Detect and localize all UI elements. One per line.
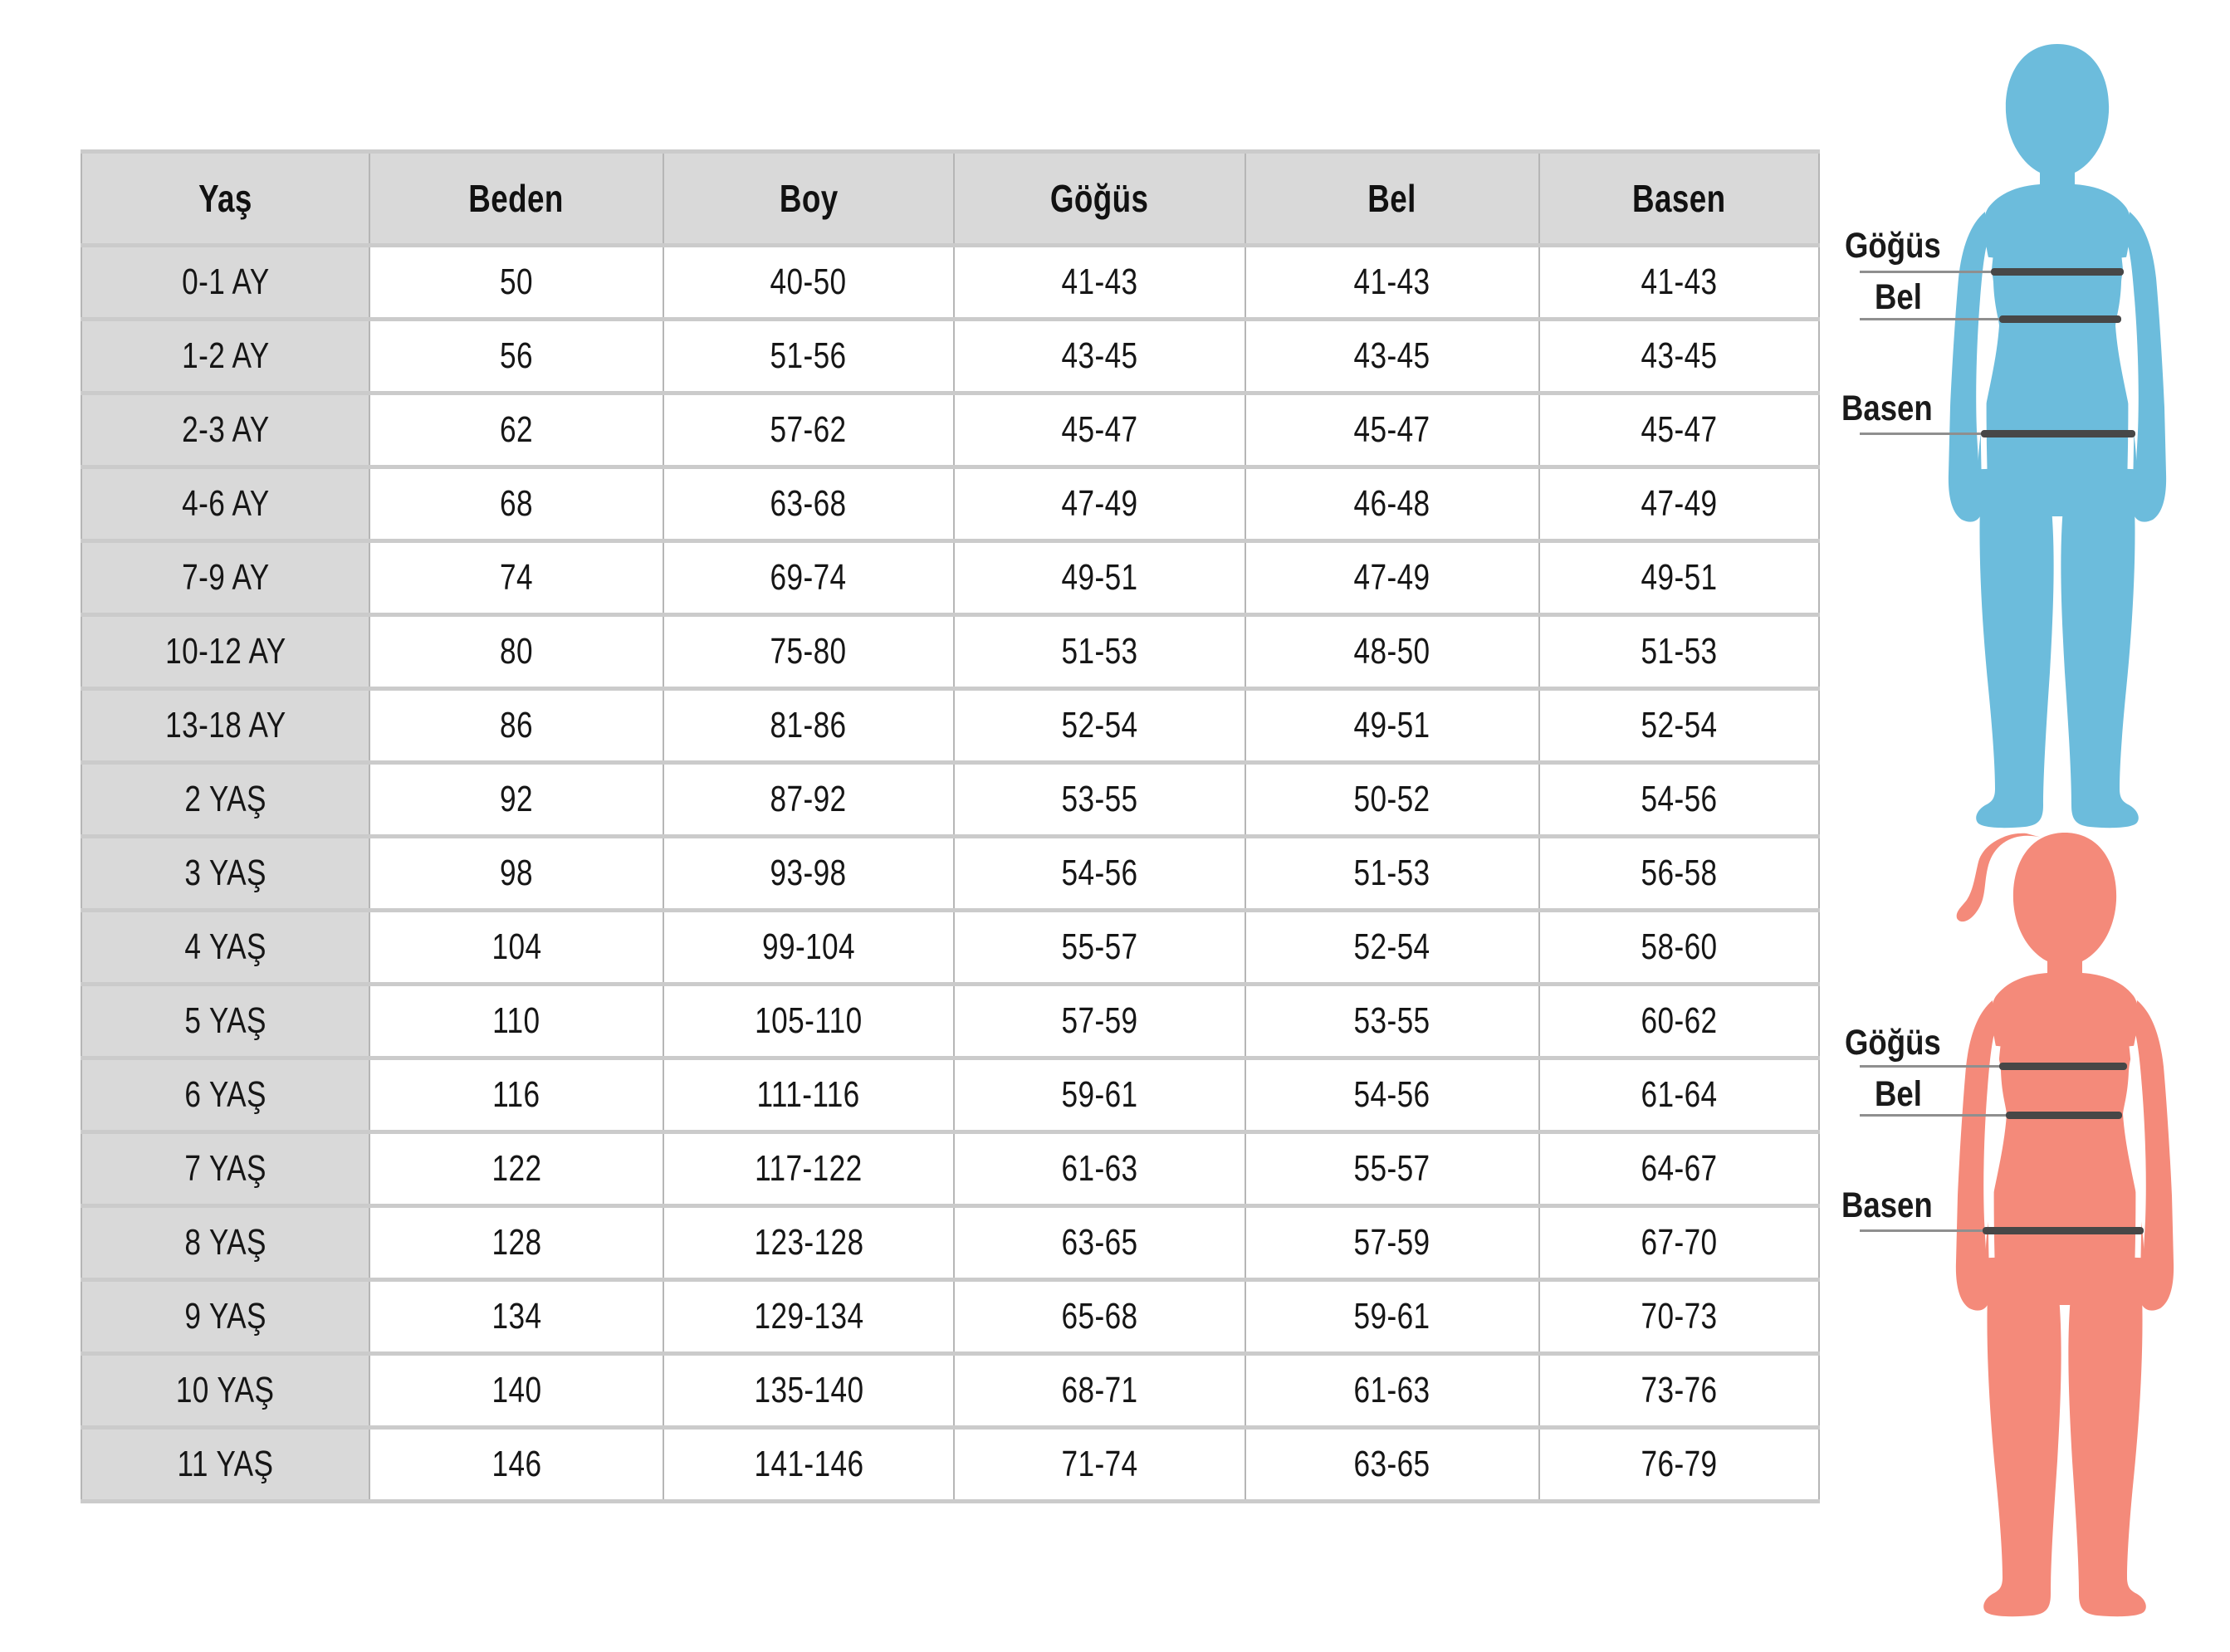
table-cell: 110 [369,985,663,1058]
table-cell: 57-59 [954,985,1245,1058]
column-header: Yaş [81,152,369,246]
girl-right-leg [2068,1293,2145,1616]
table-cell: 51-53 [1245,837,1539,911]
row-header: 11 YAŞ [81,1428,369,1502]
girl-waist-label: Bel [1875,1074,1922,1114]
girl-figure [1956,833,2174,1616]
row-header: 6 YAŞ [81,1058,369,1132]
row-header: 10-12 AY [81,615,369,689]
table-cell: 129-134 [663,1280,954,1354]
table-cell: 40-50 [663,246,954,320]
table-cell: 45-47 [954,393,1245,467]
girl-ponytail-slit [1997,863,2013,908]
size-table [81,149,1820,1503]
table-cell: 54-56 [954,837,1245,911]
table-cell: 49-51 [954,541,1245,615]
table-cell: 117-122 [663,1132,954,1206]
table-cell: 53-55 [954,763,1245,837]
row-header: 10 YAŞ [81,1354,369,1428]
boy-chest-measure-line [1991,268,2124,276]
boy-hip-measure-line [1981,430,2135,437]
table-cell: 56 [369,320,663,393]
table-row [81,985,1819,1058]
table-cell: 63-65 [954,1206,1245,1280]
row-header: 0-1 AY [81,246,369,320]
table-cell: 141-146 [663,1428,954,1502]
row-header: 2-3 AY [81,393,369,467]
row-header: 8 YAŞ [81,1206,369,1280]
table-row [81,763,1819,837]
girl-torso [1986,973,2144,1305]
table-cell: 76-79 [1539,1428,1819,1502]
girl-left-leg [1983,1293,2061,1616]
table-cell: 63-68 [663,467,954,541]
boy-head [2006,44,2109,191]
table-cell: 86 [369,689,663,763]
table-cell: 87-92 [663,763,954,837]
table-row [81,615,1819,689]
table-cell: 52-54 [954,689,1245,763]
table-cell: 43-45 [1245,320,1539,393]
table-row [81,1354,1819,1428]
table-cell: 52-54 [1245,911,1539,985]
table-cell: 135-140 [663,1354,954,1428]
table-row [81,1058,1819,1132]
table-cell: 105-110 [663,985,954,1058]
row-header: 1-2 AY [81,320,369,393]
table-cell: 67-70 [1539,1206,1819,1280]
row-header: 7 YAŞ [81,1132,369,1206]
table-cell: 47-49 [1245,541,1539,615]
table-cell: 140 [369,1354,663,1428]
table-cell: 122 [369,1132,663,1206]
table-cell: 65-68 [954,1280,1245,1354]
table-cell: 54-56 [1539,763,1819,837]
table-cell: 53-55 [1245,985,1539,1058]
table-cell: 75-80 [663,615,954,689]
row-header: 3 YAŞ [81,837,369,911]
table-header-row [81,152,1819,246]
girl-waist-measure-line [2006,1112,2122,1119]
boy-waist-label: Bel [1875,277,1922,317]
table-cell: 59-61 [954,1058,1245,1132]
table-cell: 61-64 [1539,1058,1819,1132]
table-row [81,393,1819,467]
table-cell: 123-128 [663,1206,954,1280]
table-cell: 128 [369,1206,663,1280]
table-cell: 116 [369,1058,663,1132]
table-cell: 80 [369,615,663,689]
table-cell: 47-49 [954,467,1245,541]
table-cell: 57-59 [1245,1206,1539,1280]
table-row [81,541,1819,615]
table-cell: 92 [369,763,663,837]
table-cell: 71-74 [954,1428,1245,1502]
table-cell: 43-45 [1539,320,1819,393]
row-header: 5 YAŞ [81,985,369,1058]
table-cell: 59-61 [1245,1280,1539,1354]
column-header: Bel [1245,152,1539,246]
table-cell: 69-74 [663,541,954,615]
table-cell: 43-45 [954,320,1245,393]
table-cell: 74 [369,541,663,615]
table-cell: 49-51 [1245,689,1539,763]
table-cell: 146 [369,1428,663,1502]
table-row [81,1132,1819,1206]
table-cell: 55-57 [954,911,1245,985]
boy-right-leg [2061,505,2138,828]
table-row [81,467,1819,541]
table-cell: 68 [369,467,663,541]
girl-hip-label: Basen [1841,1185,1933,1225]
table-cell: 45-47 [1539,393,1819,467]
table-row [81,911,1819,985]
column-header: Beden [369,152,663,246]
table-row [81,1428,1819,1502]
girl-chest-measure-line [1999,1063,2127,1070]
row-header: 4 YAŞ [81,911,369,985]
table-cell: 98 [369,837,663,911]
boy-waist-measure-line [1999,315,2121,323]
table-cell: 55-57 [1245,1132,1539,1206]
row-header: 9 YAŞ [81,1280,369,1354]
table-cell: 63-65 [1245,1428,1539,1502]
table-cell: 99-104 [663,911,954,985]
table-row [81,1206,1819,1280]
boy-hip-label: Basen [1841,389,1933,428]
table-cell: 51-56 [663,320,954,393]
table-cell: 81-86 [663,689,954,763]
row-header: 2 YAŞ [81,763,369,837]
row-header: 4-6 AY [81,467,369,541]
table-cell: 49-51 [1539,541,1819,615]
table-cell: 61-63 [1245,1354,1539,1428]
table-row [81,320,1819,393]
boy-chest-label: Göğüs [1845,226,1941,266]
table-cell: 61-63 [954,1132,1245,1206]
table-cell: 46-48 [1245,467,1539,541]
table-cell: 93-98 [663,837,954,911]
table-cell: 48-50 [1245,615,1539,689]
boy-torso [1978,184,2137,516]
table-row [81,837,1819,911]
table-cell: 60-62 [1539,985,1819,1058]
table-cell: 68-71 [954,1354,1245,1428]
table-cell: 41-43 [1245,246,1539,320]
boy-left-leg [1976,505,2053,828]
table-cell: 41-43 [1539,246,1819,320]
table-cell: 52-54 [1539,689,1819,763]
column-header: Göğüs [954,152,1245,246]
table-cell: 134 [369,1280,663,1354]
column-header: Boy [663,152,954,246]
girl-silhouette [1939,828,2191,1619]
row-header: 13-18 AY [81,689,369,763]
table-row [81,689,1819,763]
table-cell: 64-67 [1539,1132,1819,1206]
table-cell: 54-56 [1245,1058,1539,1132]
table-cell: 41-43 [954,246,1245,320]
table-row [81,246,1819,320]
table-cell: 62 [369,393,663,467]
table-cell: 57-62 [663,393,954,467]
table-cell: 51-53 [1539,615,1819,689]
row-header: 7-9 AY [81,541,369,615]
girl-hip-measure-line [1983,1227,2144,1234]
table-cell: 50-52 [1245,763,1539,837]
table-cell: 111-116 [663,1058,954,1132]
table-cell: 51-53 [954,615,1245,689]
table-row [81,1280,1819,1354]
table-cell: 47-49 [1539,467,1819,541]
table-cell: 56-58 [1539,837,1819,911]
table-cell: 50 [369,246,663,320]
table-cell: 104 [369,911,663,985]
column-header: Basen [1539,152,1819,246]
table-cell: 73-76 [1539,1354,1819,1428]
table-cell: 70-73 [1539,1280,1819,1354]
table-cell: 45-47 [1245,393,1539,467]
table-cell: 58-60 [1539,911,1819,985]
girl-head [2013,833,2116,980]
girl-chest-label: Göğüs [1845,1023,1941,1063]
